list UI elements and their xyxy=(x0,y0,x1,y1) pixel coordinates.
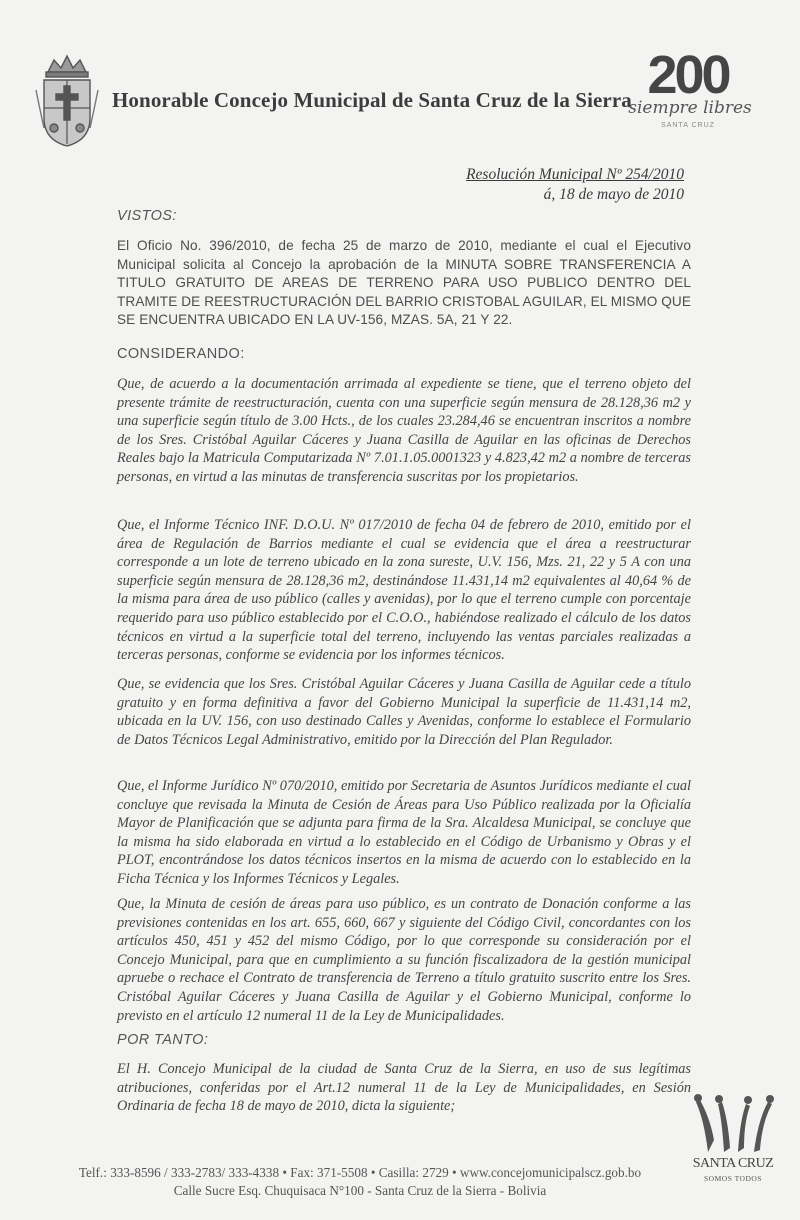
considerando-paragraph-1: Que, de acuerdo a la documentación arrimada al expediente se tiene, que el terreno objeto del presente trámite de reestructuración, cuenta con una superficie según mensura de 28.128,36 m2 y una superficie según título de 3.00 Hcts., de los cuales 23.284,46 se encuentran inscritos a nombre de los Sres. Cristóbal Aguilar Cáceres y Juana Casilla de Aguilar en las oficinas de Derechos Reales bajo la Matricula Computarizada Nº 7.01.1.05.0001323 y 4.823,42 m2 a nombre de terceras personas, en virtud a las minutas de transferencia suscritas por los propietarios. xyxy=(117,376,691,485)
council-name: Honorable Concejo Municipal de Santa Cruz de la Sierra xyxy=(112,88,632,112)
anniversary-logo xyxy=(618,45,758,134)
vistos-heading: VISTOS: xyxy=(117,208,177,224)
footer-contact: Telf.: 333-8596 / 333-2783/ 333-4338 • Fax: 371-5508 • Casilla: 2729 • www.concejomunicipalscz.gob.bo xyxy=(78,1165,642,1180)
considerando-paragraph-2: Que, el Informe Técnico INF. D.O.U. Nº 017/2010 de fecha 04 de febrero de 2010, emitido por el área de Regulación de Barrios mediante el cual se evidencia que el área a reestructurar corresponde a un lote de terreno ubicado en la zona sureste, U.V. 156, Mzs. 21, 22 y 5 A con una superficie según mensura de 28.128,36 m2, destinándose 11.431,14 m2 equivalentes al 40,64 % de la misma para área de uso público (calles y avenidas), por lo que el terreno cumple con porcentaje requerido para uso público establecido por el C.O.O., habiéndose realizado el cálculo de los datos técnicos en virtud a la superficie total del terreno, incluyendo las ventas parciales realizadas a terceras personas, conforme se evidencia por los informes técnicos. xyxy=(117,517,691,664)
por-tanto-paragraph: El H. Concejo Municipal de la ciudad de Santa Cruz de la Sierra, en uso de sus legítimas atribuciones, conferidas por el Art.12 numeral 11 de la Ley de Municipalidades, en Sesión Ordinaria de fecha 18 de mayo de 2010, dicta la siguiente; xyxy=(117,1061,691,1115)
resolution-date: á, 18 de mayo de 2010 xyxy=(543,186,684,203)
santa-cruz-logo xyxy=(688,1090,778,1210)
anniversary-number: 200 xyxy=(647,45,729,105)
considerando-paragraph-5: Que, la Minuta de cesión de áreas para uso público, es un contrato de Donación conforme a las previsiones contenidas en los art. 655, 660, 667 y siguiente del Código Civil, concordantes con los artículos 450, 451 y 452 del mismo Código, por lo que corresponde su consideración por el Concejo Municipal, para que en cumplimiento a su función fiscalizadora de la gestión municipal apruebe o rechace el Contrato de transferencia de Terreno a título gratuito suscrito entre los Sres. Cristóbal Aguilar Cáceres y Juana Casilla de Aguilar y el Gobierno Municipal, conforme lo previsto en el artículo 12 numeral 11 de la Ley de Municipalidades. xyxy=(117,896,691,1024)
footer-address: Calle Sucre Esq. Chuquisaca N°100 - Santa Cruz de la Sierra - Bolivia xyxy=(173,1183,547,1198)
considerando-heading: CONSIDERANDO: xyxy=(117,346,245,362)
coat-of-arms-icon xyxy=(34,50,100,150)
resolution-title: Resolución Municipal Nº 254/2010 xyxy=(466,166,684,183)
considerando-paragraph-3: Que, se evidencia que los Sres. Cristóbal Aguilar Cáceres y Juana Casilla de Aguilar cede a título gratuito y en forma definitiva a favor del Gobierno Municipal la superficie de 11.431,14 m2, ubicada en la UV. 156, con uso destinado Calles y Avenidas, conforme lo establece el Formulario de Datos Técnicos Legal Administrativo, emitido por la Dirección del Plan Regulador. xyxy=(117,676,691,748)
por-tanto-heading: POR TANTO: xyxy=(117,1032,209,1048)
considerando-paragraph-4: Que, el Informe Jurídico Nº 070/2010, emitido por Secretaria de Asuntos Jurídicos mediante el cual concluye que revisada la Minuta de Cesión de Áreas para Uso Público realizada por la Oficialía Mayor de Planificación que se adjunta para firma de la Sra. Alcaldesa Municipal, se concluye que la misma ha sido elaborada en virtud a lo establecido en el Código de Urbanismo y Obras y el PLOT, encontrándose los datos técnicos insertos en la misma de acuerdo con lo establecido en la Ficha Técnica y los Informes Técnicos y Legales. xyxy=(117,778,691,887)
vistos-paragraph: El Oficio No. 396/2010, de fecha 25 de marzo de 2010, mediante el cual el Ejecutivo Municipal solicita al Concejo la aprobación de la MINUTA SOBRE TRANSFERENCIA A TITULO GRATUITO DE AREAS DE TERRENO PARA USO PUBLICO DENTRO DEL TRAMITE DE REESTRUCTURACIÓN DEL BARRIO CRISTOBAL AGUILAR, EL MISMO QUE SE ENCUENTRA UBICADO EN LA UV-156, MZAS. 5A, 21 Y 22. xyxy=(117,238,691,328)
anniversary-script: siempre libres xyxy=(628,98,752,118)
anniversary-small-text: SANTA CRUZ xyxy=(661,122,715,129)
people-figures-icon xyxy=(688,1090,778,1156)
santa-cruz-logo-name: SANTA CRUZ xyxy=(692,1156,774,1171)
santa-cruz-logo-tagline: SOMOS TODOS xyxy=(704,1174,762,1183)
